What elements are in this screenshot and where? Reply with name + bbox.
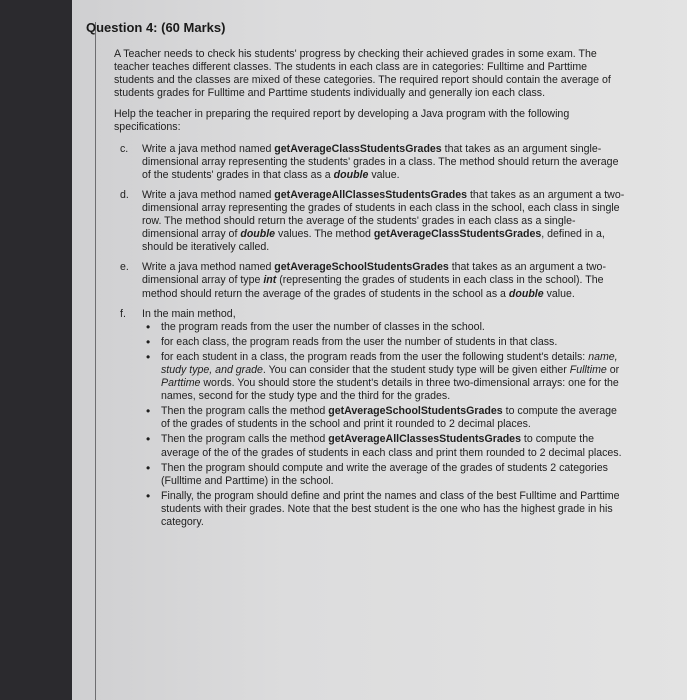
method-name: getAverageSchoolStudentsGrades xyxy=(328,405,503,418)
method-name: getAverageAllClassesStudentsGrades xyxy=(274,188,468,201)
specification-list xyxy=(114,143,628,530)
spec-item-d: d. Write a java method named getAverageAllClassesStudentsGrades that takes as an argument a two-dimensional array representing the grades of students in each class in the school, each class in single row. The method should return the average of the students' grades in each class as a single-dimensional array of double values. The method getAverageClassStudentsGrades, defined in a, should be iteratively called. xyxy=(120,188,625,254)
help-paragraph: Help the teacher in preparing the required report by developing a Java program with the following specifications: xyxy=(114,108,570,134)
bullet-icon: • xyxy=(146,334,151,349)
method-name: getAverageClassStudentsGrades xyxy=(373,228,542,241)
step-class-averages: • Then the program calls the method getAverageAllClassesStudentsGrades to compute the average of the of the grades of students in each class and print them rounded to 2 decimal places. xyxy=(146,432,622,459)
bullet-icon: • xyxy=(146,488,151,503)
table-border-line xyxy=(95,22,96,700)
question-body xyxy=(114,48,628,536)
method-name: getAverageClassStudentsGrades xyxy=(274,142,442,155)
spec-marker: e. xyxy=(120,261,129,274)
spec-marker: d. xyxy=(120,188,129,201)
intro-paragraph: A Teacher needs to check his students' progress by checking their achieved grades in some exam. The teacher teaches different classes. The students in each class are in categories: Fulltime and Parttime students and the classes are mixed of these categories. The required report should contain the average of students grades for Fulltime and Parttime students individually and generally ion each class. xyxy=(114,48,611,100)
step-best-students: • Finally, the program should define and print the names and class of the best Fulltime and Parttime students with their grades. Note that the best student is the one who has the highest grade in his category. xyxy=(146,488,620,528)
method-name: getAverageAllClassesStudentsGrades xyxy=(328,433,521,446)
question-title: Question 4: (60 Marks) xyxy=(86,20,226,35)
spec-item-c: c. Write a java method named getAverageClassStudentsGrades that takes as an argument single-dimensional array representing the students' grades in a class. The method should return the average of the students' grades in that class as a double value. xyxy=(120,142,619,181)
spec-item-f: f. In the main method, • the program reads from the user the number of classes in the school. • for each class, the program reads from the user the number of students in that class. • for each student in a class, the program reads from the user the following student's details: name, study type, and grade. You can consider that the student study type will be given either Fulltime or Parttime words. You should store the student's details in three two-dimensional arrays: one for the names, second for the study type and the third for the grades. • Then the program calls the method getAverageSchoolStudentsGrades to compute the average of the grades of students in the school and print it rounded to 2 decimal places. • Then the program calls the method getAverageAllClassesStudentsGrades to compute the average of the of the grades of students in each class and print them rounded to 2 decimal places. • Then the program should compute and write the average of the grades of students 2 categories (Fulltime and Parttime) in the school. • Finally, the program should define and print the names and class of the best Fulltime and Parttime students with their grades. Note that the best student is the one who has the highest grade in his category. xyxy=(114,308,628,530)
bullet-icon: • xyxy=(146,432,151,447)
step-category-averages: • Then the program should compute and write the average of the grades of students 2 categories (Fulltime and Parttime) in the school. xyxy=(146,460,608,487)
bullet-icon: • xyxy=(146,319,151,334)
bullet-icon: • xyxy=(146,460,151,475)
step-school-average: • Then the program calls the method getAverageSchoolStudentsGrades to compute the average of the grades of students in the school and print it rounded to 2 decimal places. xyxy=(146,404,617,431)
method-name: getAverageSchoolStudentsGrades xyxy=(274,261,449,274)
spec-item-e: e. Write a java method named getAverageSchoolStudentsGrades that takes as an argument a two-dimensional array of type int (representing the grades of students in each class in the school). The method should return the average of the grades of students in the school as a double value. xyxy=(120,261,606,300)
step-read-classes: • the program reads from the user the number of classes in the school. xyxy=(146,319,485,334)
step-read-details: • for each student in a class, the program reads from the user the following student's details: name, study type, and grade. You can consider that the student study type will be given either Fulltime or Parttime words. You should store the student's details in three two-dimensional arrays: one for the names, second for the study type and the third for the grades. xyxy=(146,349,620,403)
spec-marker: f. xyxy=(120,307,126,320)
main-method-steps xyxy=(142,321,628,529)
spec-marker: c. xyxy=(120,142,129,155)
bullet-icon: • xyxy=(146,349,151,364)
bullet-icon: • xyxy=(146,404,151,419)
step-read-students: • for each class, the program reads from the user the number of students in that class. xyxy=(146,334,558,349)
